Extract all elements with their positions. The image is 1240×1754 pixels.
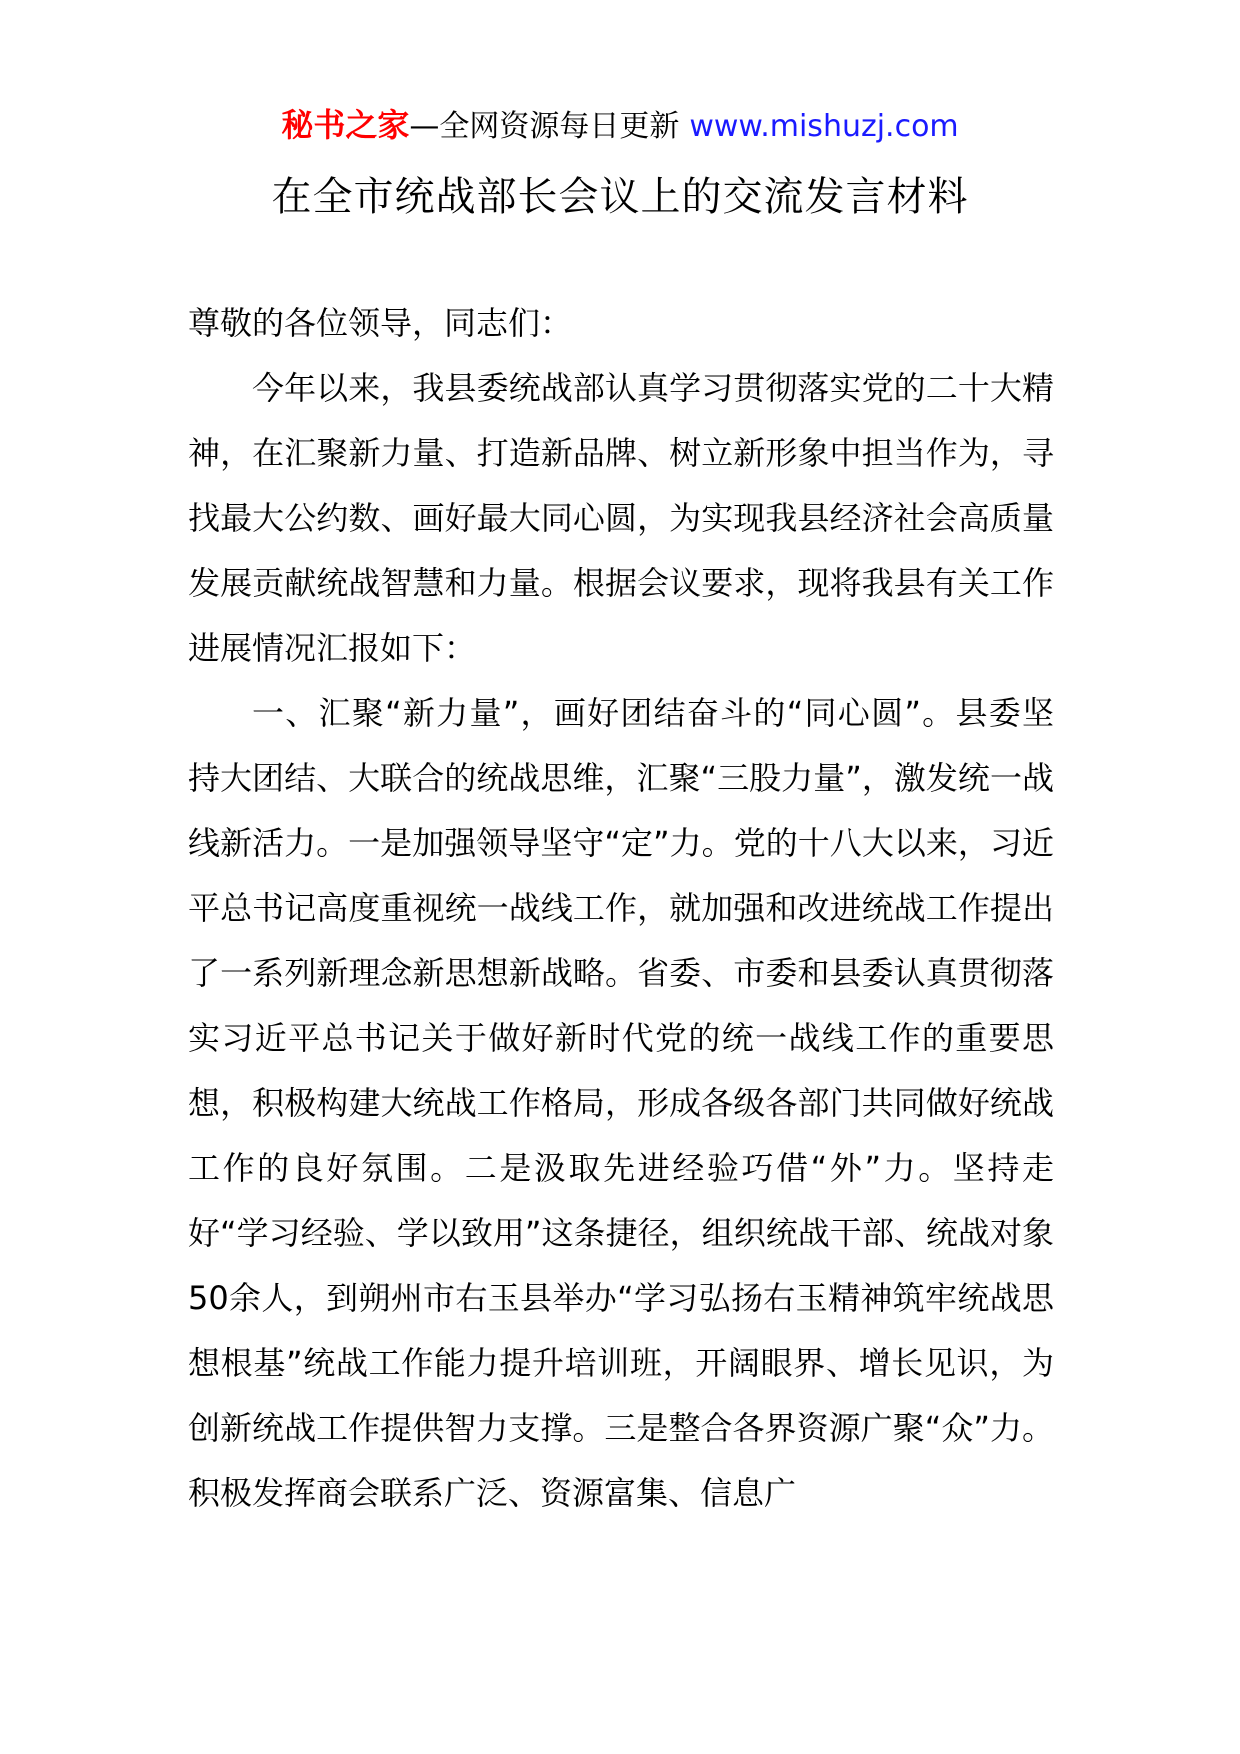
brand-name: 秘书之家	[281, 106, 410, 144]
document-title: 在全市统战部长会议上的交流发言材料	[271, 174, 969, 220]
site-url-link[interactable]: www.mishuzj.com	[689, 109, 959, 144]
paragraph-section-one: 一、汇聚“新力量”，画好团结奋斗的“同心圆”。县委坚持大团结、大联合的统战思维，汇聚“三股力量”，激发统一战线新活力。一是加强领导坚守“定”力。党的十八大以来，习近平总书记高度重视统一战线工作，就加强和改进统战工作提出了一系列新理念新思想新战略。省委、市委和县委认真贯彻落实习近平总书记关于做好新时代党的统一战线工作的重要思想，积极构建大统战工作格局，形成各级各部门共同做好统战工作的良好氛围。二是汲取先进经验巧借“外”力。坚持走好“学习经验、学以致用”这条捷径，组织统战干部、统战对象50余人，到朔州市右玉县举办“学习弘扬右玉精神筑牢统战思想根基”统战工作能力提升培训班，开阔眼界、增长见识，为创新统战工作提供智力支撑。三是整合各界资源广聚“众”力。积极发挥商会联系广泛、资源富集、信息广	[188, 694, 1054, 1512]
site-tagline: —全网资源每日更新	[409, 109, 680, 144]
site-header	[0, 100, 1240, 152]
salutation: 尊敬的各位领导，同志们：	[188, 304, 573, 342]
document-body	[188, 291, 1054, 1526]
paragraph-intro: 今年以来，我县委统战部认真学习贯彻落实党的二十大精神，在汇聚新力量、打造新品牌、树立新形象中担当作为，寻找最大公约数、画好最大同心圆，为实现我县经济社会高质量发展贡献统战智慧和力量。根据会议要求，现将我县有关工作进展情况汇报如下：	[188, 369, 1054, 667]
